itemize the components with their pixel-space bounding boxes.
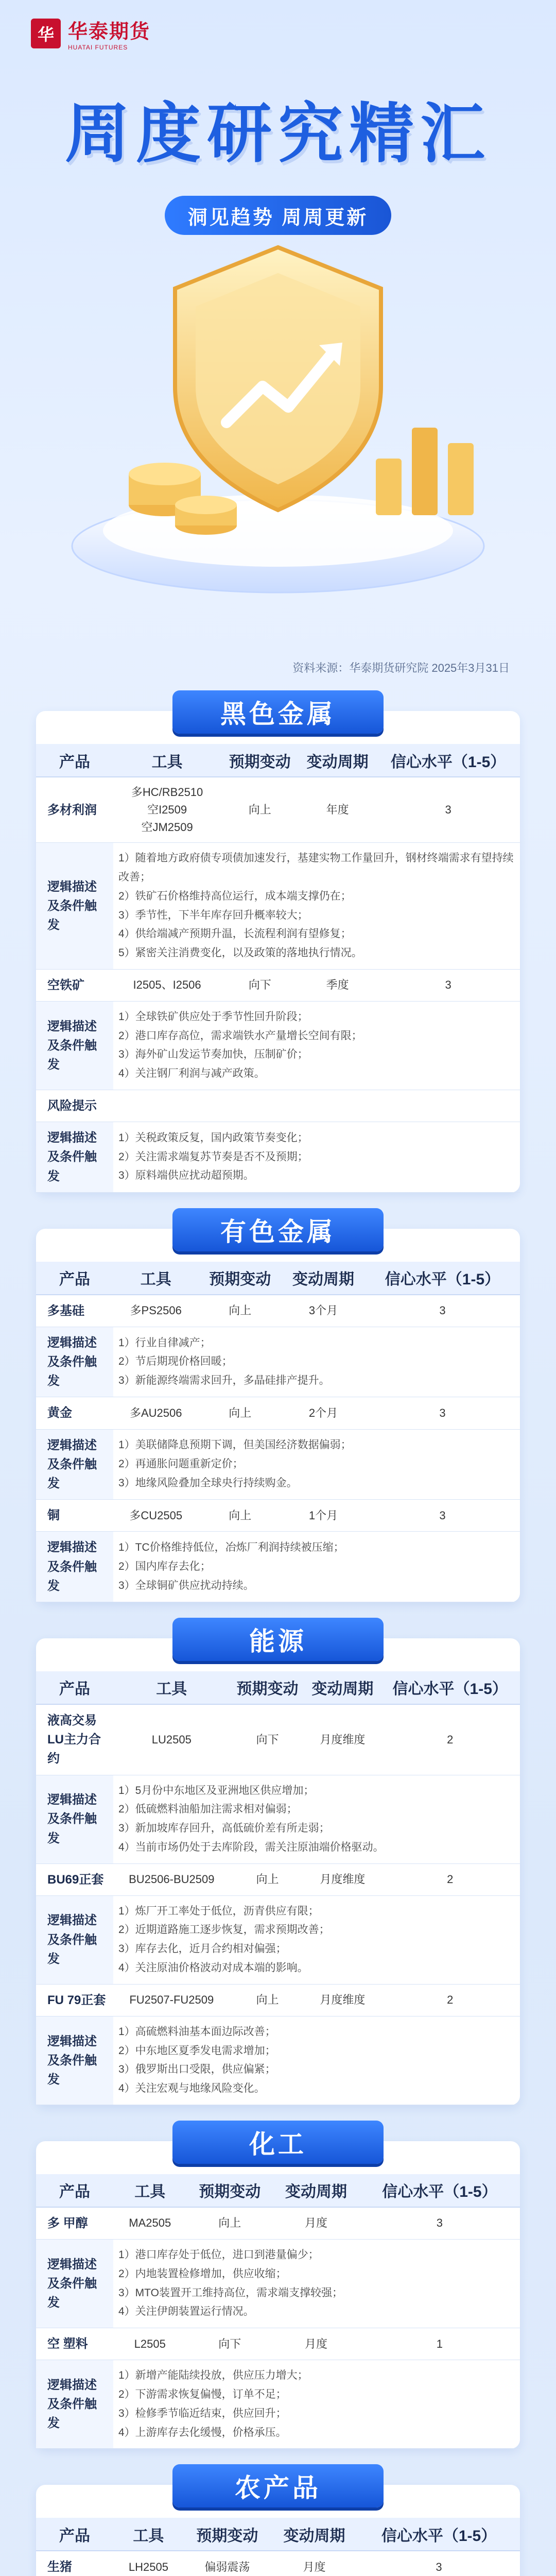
- logic-cell: 1）高硫燃料油基本面边际改善； 2）中东地区夏季发电需求增加； 3）俄罗斯出口受限，供应偏紧； 4）关注宏观与地缘风险变化。: [113, 2016, 520, 2105]
- confidence-cell: [376, 1090, 520, 1122]
- product-cell: 多 甲醇: [36, 2207, 113, 2240]
- confidence-cell: 3: [365, 1397, 520, 1429]
- column-header: 产品: [36, 1262, 113, 1295]
- logic-label: 逻辑描述及条件触发: [36, 1001, 113, 1090]
- logic-cell: 1）行业自律减产； 2）节后期现价格回暖； 3）新能源终端需求回升，多晶硅排产提升。: [113, 1327, 520, 1397]
- expect-cell: 向下: [230, 1704, 305, 1775]
- table-header-row: [36, 1671, 520, 1704]
- expect-cell: 向上: [230, 1984, 305, 2016]
- section-panel: [36, 2473, 520, 2576]
- column-header: 变动周期: [273, 2174, 359, 2207]
- product-cell: 风险提示: [36, 1090, 113, 1122]
- logic-label: 逻辑描述及条件触发: [36, 1895, 113, 1984]
- logic-row: [36, 1327, 520, 1397]
- table-row: [36, 1984, 520, 2016]
- logic-cell: 1）炼厂开工率处于低位，沥青供应有限； 2）近期道路施工逐步恢复，需求预期改善； 3）库存去化，近月合约相对偏强； 4）关注原油价格波动对成本端的影响。: [113, 1895, 520, 1984]
- product-cell: 多材利润: [36, 777, 113, 843]
- expect-cell: 向上: [198, 1500, 282, 1532]
- section-title: 有色金属: [172, 1208, 384, 1251]
- logic-label: 逻辑描述及条件触发: [36, 2360, 113, 2449]
- column-header: 变动周期: [282, 1262, 365, 1295]
- section-title: 农产品: [172, 2464, 384, 2507]
- table-row: [36, 1090, 520, 1122]
- section-panel: [36, 700, 520, 1193]
- tool-cell: BU2506-BU2509: [113, 1863, 230, 1895]
- column-header: 工具: [113, 744, 221, 777]
- hero-illustration: [51, 216, 505, 608]
- expect-cell: 偏弱震荡: [184, 2551, 271, 2576]
- logic-label: 逻辑描述及条件触发: [36, 2016, 113, 2105]
- column-header: 工具: [113, 1262, 198, 1295]
- column-header: 产品: [36, 1671, 113, 1704]
- logic-row: [36, 1775, 520, 1863]
- section-table: [36, 744, 520, 1193]
- section-panel: [36, 2129, 520, 2449]
- column-header: 信心水平（1-5）: [376, 744, 520, 777]
- tool-cell: 多CU2505: [113, 1500, 198, 1532]
- section-table: [36, 1671, 520, 2105]
- cycle-cell: 月度: [273, 2207, 359, 2240]
- product-cell: 液高交易LU主力合约: [36, 1704, 113, 1775]
- table-row: [36, 2551, 520, 2576]
- section-title: 能源: [172, 1618, 384, 1661]
- tool-cell: MA2505: [113, 2207, 186, 2240]
- logic-row: [36, 2016, 520, 2105]
- sections-container: [0, 700, 556, 2576]
- column-header: 工具: [113, 2174, 186, 2207]
- product-cell: 空铁矿: [36, 969, 113, 1001]
- section-panel: [36, 1217, 520, 1602]
- table-header-row: [36, 2518, 520, 2551]
- table-row: [36, 1500, 520, 1532]
- tool-cell: FU2507-FU2509: [113, 1984, 230, 2016]
- expect-cell: 向上: [186, 2207, 273, 2240]
- product-cell: 空 塑料: [36, 2328, 113, 2360]
- confidence-cell: 3: [358, 2551, 520, 2576]
- logic-label: 逻辑描述及条件触发: [36, 1532, 113, 1602]
- expect-cell: 向上: [198, 1397, 282, 1429]
- confidence-cell: 2: [380, 1984, 520, 2016]
- logic-row: [36, 2360, 520, 2449]
- expect-cell: 向下: [186, 2328, 273, 2360]
- brand-logo: [31, 15, 556, 51]
- product-cell: 铜: [36, 1500, 113, 1532]
- table-row: [36, 1863, 520, 1895]
- hero-banner: 洞见趋势 周周更新: [165, 196, 391, 235]
- table-row: [36, 2328, 520, 2360]
- source-note: 资料来源：华泰期货研究院 2025年3月31日: [292, 662, 510, 674]
- section-table: [36, 2174, 520, 2449]
- logic-label: 逻辑描述及条件触发: [36, 1429, 113, 1500]
- product-cell: 多基硅: [36, 1295, 113, 1327]
- section-panel: [36, 1626, 520, 2105]
- column-header: 变动周期: [271, 2518, 358, 2551]
- logic-label: 逻辑描述及条件触发: [36, 1775, 113, 1863]
- expect-cell: 向下: [221, 969, 299, 1001]
- column-header: 信心水平（1-5）: [358, 2518, 520, 2551]
- cycle-cell: 年度: [299, 777, 376, 843]
- tool-cell: 多AU2506: [113, 1397, 198, 1429]
- table-row: [36, 1295, 520, 1327]
- cycle-cell: 月度维度: [305, 1704, 380, 1775]
- product-cell: BU69正套: [36, 1863, 113, 1895]
- bar-chart-icon: [376, 428, 474, 515]
- product-cell: 生猪: [36, 2551, 113, 2576]
- expect-cell: 向上: [198, 1295, 282, 1327]
- hero: [0, 0, 556, 711]
- logic-row: [36, 1122, 520, 1193]
- expect-cell: 向上: [221, 777, 299, 843]
- cycle-cell: 月度维度: [305, 1863, 380, 1895]
- expect-cell: [221, 1090, 299, 1122]
- hero-title: 周度研究精汇: [65, 97, 491, 170]
- cycle-cell: 2个月: [282, 1397, 365, 1429]
- column-header: 变动周期: [299, 744, 376, 777]
- tool-cell: LU2505: [113, 1704, 230, 1775]
- column-header: 预期变动: [230, 1671, 305, 1704]
- tool-cell: I2505、I2506: [113, 969, 221, 1001]
- logic-cell: 1）TC价格维持低位，冶炼厂利润持续被压缩； 2）国内库存去化； 3）全球铜矿供应扰动持续。: [113, 1532, 520, 1602]
- section-title: 黑色金属: [172, 690, 384, 734]
- brand-name: 华泰期货: [68, 21, 151, 43]
- tool-cell: L2505: [113, 2328, 186, 2360]
- logic-label: 逻辑描述及条件触发: [36, 843, 113, 970]
- tool-cell: LH2505: [113, 2551, 184, 2576]
- column-header: 产品: [36, 744, 113, 777]
- expect-cell: 向上: [230, 1863, 305, 1895]
- logic-cell: 1）美联储降息预期下调，但美国经济数据偏弱； 2）再通胀问题重新定价； 3）地缘风险叠加全球央行持续购金。: [113, 1429, 520, 1500]
- cycle-cell: [299, 1090, 376, 1122]
- table-header-row: [36, 1262, 520, 1295]
- table-row: [36, 969, 520, 1001]
- product-cell: FU 79正套: [36, 1984, 113, 2016]
- column-header: 变动周期: [305, 1671, 380, 1704]
- confidence-cell: 1: [359, 2328, 520, 2360]
- section-title: 化工: [172, 2121, 384, 2164]
- column-header: 信心水平（1-5）: [359, 2174, 520, 2207]
- table-row: [36, 1397, 520, 1429]
- cycle-cell: 季度: [299, 969, 376, 1001]
- section-table: [36, 1262, 520, 1602]
- column-header: 信心水平（1-5）: [380, 1671, 520, 1704]
- confidence-cell: 3: [376, 777, 520, 843]
- logic-row: [36, 2240, 520, 2328]
- logic-row: [36, 1895, 520, 1984]
- tool-cell: 多PS2506: [113, 1295, 198, 1327]
- logic-label: 逻辑描述及条件触发: [36, 1327, 113, 1397]
- column-header: 工具: [113, 2518, 184, 2551]
- logic-row: [36, 843, 520, 970]
- brand-name-en: HUATAI FUTURES: [68, 44, 128, 51]
- column-header: 产品: [36, 2174, 113, 2207]
- confidence-cell: 3: [365, 1500, 520, 1532]
- column-header: 预期变动: [221, 744, 299, 777]
- logic-row: [36, 1001, 520, 1090]
- section-table: [36, 2518, 520, 2576]
- cycle-cell: 1个月: [282, 1500, 365, 1532]
- table-row: [36, 777, 520, 843]
- tool-cell: [113, 1090, 221, 1122]
- confidence-cell: 3: [376, 969, 520, 1001]
- column-header: 产品: [36, 2518, 113, 2551]
- cycle-cell: 月度维度: [305, 1984, 380, 2016]
- table-row: [36, 1704, 520, 1775]
- column-header: 预期变动: [186, 2174, 273, 2207]
- logic-label: 逻辑描述及条件触发: [36, 2240, 113, 2328]
- confidence-cell: 3: [365, 1295, 520, 1327]
- product-cell: 黄金: [36, 1397, 113, 1429]
- confidence-cell: 3: [359, 2207, 520, 2240]
- cycle-cell: 3个月: [282, 1295, 365, 1327]
- logic-cell: 1）关税政策反复，国内政策节奏变化； 2）关注需求端复苏节奏是否不及预期； 3）原料端供应扰动超预期。: [113, 1122, 520, 1193]
- column-header: 预期变动: [198, 1262, 282, 1295]
- cycle-cell: 月度: [273, 2328, 359, 2360]
- logic-row: [36, 1429, 520, 1500]
- confidence-cell: 2: [380, 1863, 520, 1895]
- logic-cell: 1）港口库存处于低位，进口到港量偏少； 2）内地装置检修增加，供应收缩； 3）MTO装置开工维持高位，需求端支撑较强； 4）关注伊朗装置运行情况。: [113, 2240, 520, 2328]
- tool-cell: 多HC/RB2510 空I2509 空JM2509: [113, 777, 221, 843]
- column-header: 预期变动: [184, 2518, 271, 2551]
- logic-cell: 1）新增产能陆续投放，供应压力增大； 2）下游需求恢复偏慢，订单不足； 3）检修季节临近结束，供应回升； 4）上游库存去化缓慢，价格承压。: [113, 2360, 520, 2449]
- cycle-cell: 月度: [271, 2551, 358, 2576]
- column-header: 信心水平（1-5）: [365, 1262, 520, 1295]
- table-header-row: [36, 744, 520, 777]
- logic-label: 逻辑描述及条件触发: [36, 1122, 113, 1193]
- table-header-row: [36, 2174, 520, 2207]
- logic-cell: 1）5月份中东地区及亚洲地区供应增加； 2）低硫燃料油船加注需求相对偏弱； 3）新加坡库存回升，高低硫价差有所走弱； 4）当前市场仍处于去库阶段，需关注原油端价格驱动。: [113, 1775, 520, 1863]
- confidence-cell: 2: [380, 1704, 520, 1775]
- column-header: 工具: [113, 1671, 230, 1704]
- table-row: [36, 2207, 520, 2240]
- logic-cell: 1）全球铁矿供应处于季节性回升阶段； 2）港口库存高位，需求端铁水产量增长空间有限； 3）海外矿山发运节奏加快，压制矿价； 4）关注钢厂利润与减产政策。: [113, 1001, 520, 1090]
- logic-row: [36, 1532, 520, 1602]
- logic-cell: 1）随着地方政府债专项债加速发行，基建实物工作量回升，钢材终端需求有望持续改善； 2）铁矿石价格维持高位运行，成本端支撑仍在； 3）季节性，下半年库存回升概率较大； 4）供给端减产预期升温，长流程利润有望修复； 5）紧密关注消费变化，以及政策的落地执行情况。: [113, 843, 520, 970]
- brand-mark-icon: 华: [31, 19, 61, 48]
